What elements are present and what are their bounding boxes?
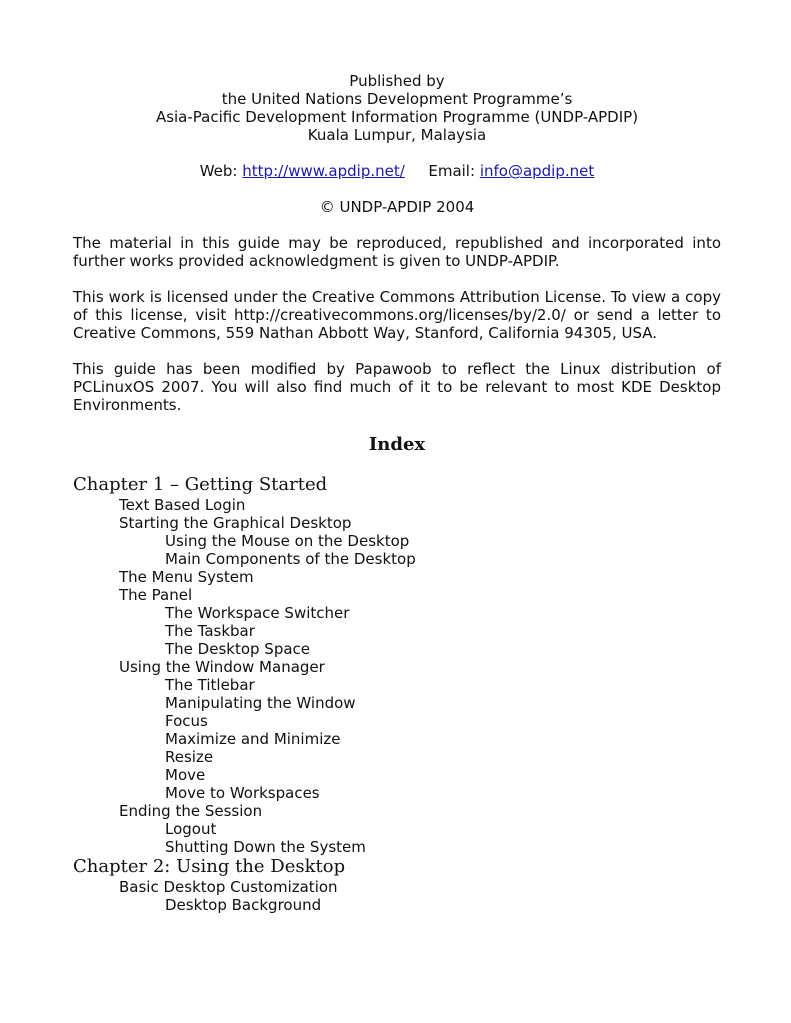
toc-subentry: Maximize and Minimize <box>165 730 341 748</box>
publisher-location: Kuala Lumpur, Malaysia <box>307 126 487 144</box>
contact-line <box>73 162 721 180</box>
toc-subentry: Move to Workspaces <box>165 784 320 802</box>
publisher-line: Asia-Pacific Development Information Programme (UNDP-APDIP) <box>155 108 639 126</box>
toc-subentry: Main Components of the Desktop <box>165 550 416 568</box>
license-paragraph: This work is licensed under the Creative Commons Attribution License. To view a copy of this license, visit http://creativecommons.org/licenses/by/2.0/ or send a letter to Creative Commons, 559 Nathan Abbott Way, Stanford, California 94305, USA. <box>73 288 721 342</box>
toc-entry: Starting the Graphical Desktop <box>119 514 352 532</box>
publisher-line: Published by <box>349 72 445 90</box>
publisher-line: the United Nations Development Programme’s <box>221 90 573 108</box>
modification-paragraph: This guide has been modified by Papawoob to reflect the Linux distribution of PCLinuxOS 2007. You will also find much of it to be relevant to most KDE Desktop Environments. <box>73 360 721 414</box>
web-link[interactable]: http://www.apdip.net/ <box>242 162 405 180</box>
toc-subentry: Resize <box>165 748 214 766</box>
toc-subentry: Move <box>165 766 206 784</box>
chapter-2-heading: Chapter 2: Using the Desktop <box>73 856 346 877</box>
toc-subentry: The Workspace Switcher <box>165 604 350 622</box>
toc-subentry: The Desktop Space <box>165 640 311 658</box>
toc-subentry: Using the Mouse on the Desktop <box>165 532 410 550</box>
index-heading: Index <box>368 434 426 455</box>
toc-entry: The Panel <box>119 586 193 604</box>
reproduction-paragraph: The material in this guide may be reproduced, republished and incorporated into further works provided acknowledgment is given to UNDP-APDIP. <box>73 234 721 270</box>
copyright-notice: © UNDP-APDIP 2004 <box>319 198 475 216</box>
toc-subentry: The Titlebar <box>165 676 255 694</box>
toc-subentry: Desktop Background <box>165 896 322 914</box>
toc-entry: Basic Desktop Customization <box>119 878 338 896</box>
toc-subentry: Manipulating the Window <box>165 694 356 712</box>
toc-subentry: The Taskbar <box>165 622 255 640</box>
web-label: Web: <box>199 162 238 180</box>
chapter-1-heading: Chapter 1 – Getting Started <box>73 474 328 495</box>
email-link[interactable]: info@apdip.net <box>479 162 595 180</box>
toc-entry: The Menu System <box>119 568 254 586</box>
toc-subentry: Logout <box>165 820 217 838</box>
document-page <box>73 72 721 914</box>
toc-entry: Using the Window Manager <box>119 658 325 676</box>
toc-entry: Text Based Login <box>119 496 246 514</box>
toc-subentry: Shutting Down the System <box>165 838 366 856</box>
toc-subentry: Focus <box>165 712 208 730</box>
toc-entry: Ending the Session <box>119 802 263 820</box>
email-label: Email: <box>428 162 476 180</box>
